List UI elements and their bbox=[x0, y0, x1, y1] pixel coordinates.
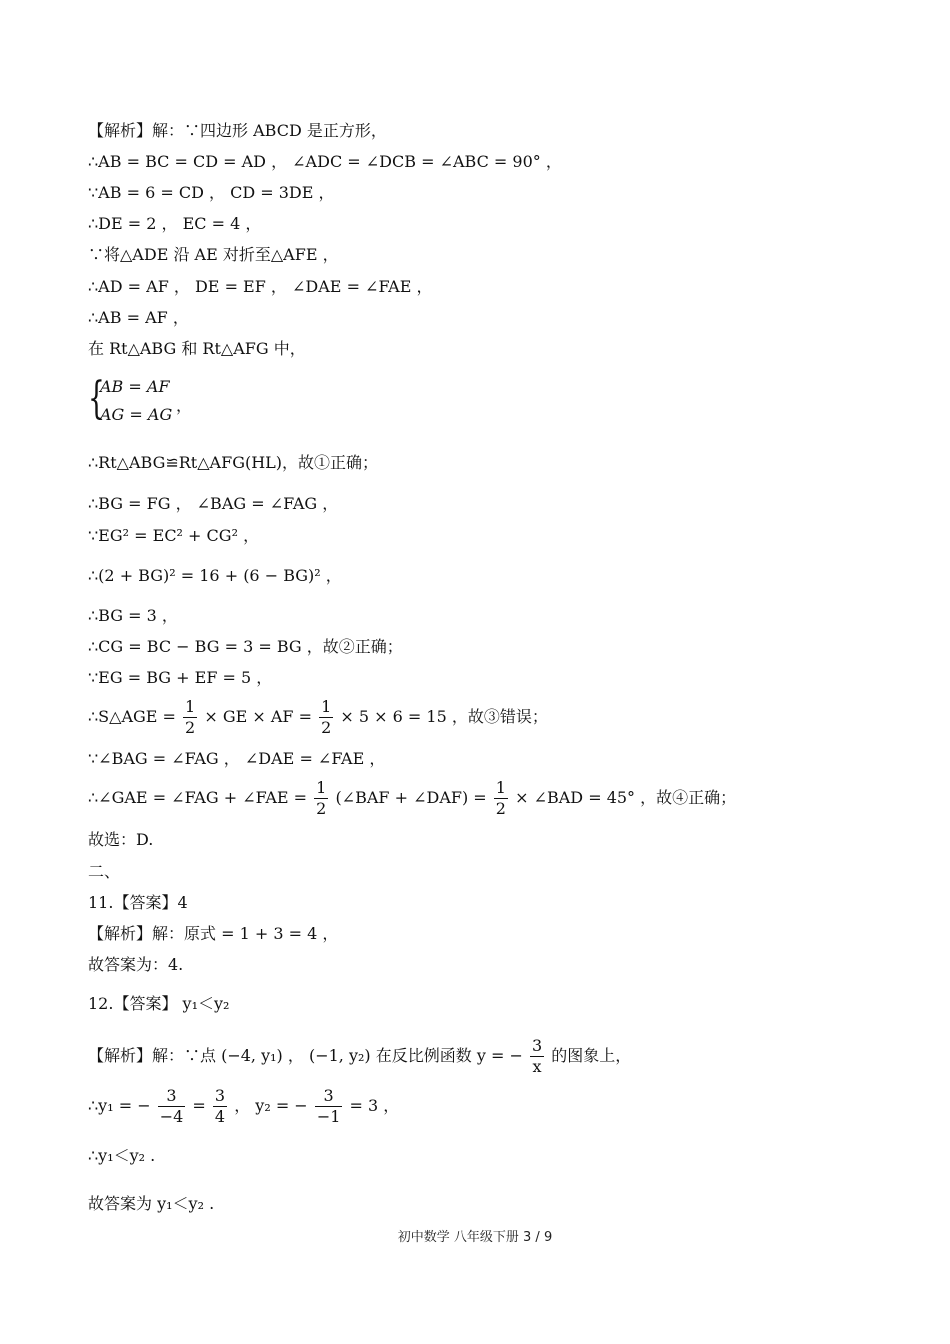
formula-part: = bbox=[192, 1096, 206, 1115]
text-line: 11.【答案】4 bbox=[88, 893, 188, 912]
text-line: ∴BG = 3 ， bbox=[88, 606, 178, 625]
text-line: 【解析】解：原式 = 1 + 3 = 4 ， bbox=[88, 924, 339, 943]
fraction bbox=[314, 778, 328, 819]
text-line: ∴BG = FG ， ∠BAG = ∠FAG ， bbox=[88, 494, 339, 513]
fraction bbox=[183, 697, 197, 738]
y-values-line bbox=[88, 1086, 399, 1127]
denominator: x bbox=[532, 1057, 542, 1076]
fraction bbox=[158, 1086, 186, 1127]
formula-part: ∴y₁ = − bbox=[88, 1096, 151, 1115]
numerator: 1 bbox=[316, 778, 327, 797]
denominator: −1 bbox=[316, 1107, 341, 1126]
denominator: 2 bbox=[321, 718, 332, 737]
text-line: ∴CG = BC − BG = 3 = BG ，故②正确； bbox=[88, 637, 403, 656]
brace-symbol: { bbox=[88, 373, 105, 424]
formula-part: × ∠BAD = 45° ，故④正确； bbox=[515, 788, 737, 807]
angle-formula-line bbox=[88, 778, 736, 819]
denominator: 2 bbox=[495, 799, 506, 818]
text-line: ∴AD = AF ， DE = EF ， ∠DAE = ∠FAE ， bbox=[88, 277, 433, 296]
denominator: 2 bbox=[316, 799, 327, 818]
equation-system bbox=[88, 373, 208, 429]
numerator: 1 bbox=[495, 778, 506, 797]
numerator: 3 bbox=[315, 1086, 343, 1107]
formula-part: × GE × AF = bbox=[204, 707, 313, 726]
text-line: ∴AB = AF ， bbox=[88, 308, 189, 327]
text-line: ∵AB = 6 = CD ， CD = 3DE ， bbox=[88, 183, 335, 202]
formula-part: = 3 ， bbox=[349, 1096, 400, 1115]
reciprocal-function-line bbox=[88, 1036, 631, 1077]
text-line: ∵EG = BG + EF = 5 ， bbox=[88, 668, 273, 687]
text-line: ∴AB = BC = CD = AD ， ∠ADC = ∠DCB = ∠ABC = 90° ， bbox=[88, 152, 562, 171]
formula-part: ， y₂ = − bbox=[234, 1096, 308, 1115]
denominator: 4 bbox=[214, 1107, 226, 1126]
system-comma: ， bbox=[176, 396, 193, 415]
denominator: −4 bbox=[159, 1107, 184, 1126]
fraction bbox=[213, 1086, 227, 1127]
fraction bbox=[315, 1086, 343, 1127]
numerator: 1 bbox=[321, 697, 332, 716]
denominator: 2 bbox=[185, 718, 196, 737]
fraction bbox=[530, 1036, 544, 1077]
text-line: ∴Rt△ABG≌Rt△AFG(HL)，故①正确； bbox=[88, 453, 379, 472]
text-line: 【解析】解：∵四边形 ABCD 是正方形， bbox=[88, 121, 387, 140]
text-line: ∴DE = 2 ， EC = 4 ， bbox=[88, 214, 262, 233]
text-line: 在 Rt△ABG 和 Rt△AFG 中， bbox=[88, 339, 306, 358]
formula-part: 的图象上， bbox=[551, 1046, 632, 1065]
text-line: 二、 bbox=[88, 862, 121, 881]
text-line: 故答案为：4. bbox=[88, 955, 184, 974]
numerator: 3 bbox=[158, 1086, 186, 1107]
page-footer: 初中数学 八年级下册 3 / 9 bbox=[397, 1230, 553, 1245]
formula-part: ∴S△AGE = bbox=[88, 707, 176, 726]
area-formula-line bbox=[88, 697, 548, 738]
text-line: ∴(2 + BG)² = 16 + (6 − BG)² ， bbox=[88, 566, 342, 585]
numerator: 1 bbox=[185, 697, 196, 716]
formula-part: 【解析】解：∵点 (−4, y₁) ， (−1, y₂) 在反比例函数 y = − bbox=[88, 1046, 523, 1065]
text-line: ∴y₁＜y₂ . bbox=[88, 1146, 156, 1165]
formula-part: (∠BAF + ∠DAF) = bbox=[335, 788, 487, 807]
formula-part: ∴∠GAE = ∠FAG + ∠FAE = bbox=[88, 788, 308, 807]
fraction bbox=[319, 697, 333, 738]
text-line: ∵EG² = EC² + CG² ， bbox=[88, 526, 260, 545]
text-line: 12.【答案】 y₁＜y₂ bbox=[88, 994, 230, 1013]
text-line: ∵∠BAG = ∠FAG ， ∠DAE = ∠FAE ， bbox=[88, 749, 386, 768]
formula-part: × 5 × 6 = 15 ，故③错误； bbox=[340, 707, 548, 726]
fraction bbox=[494, 778, 508, 819]
numerator: 3 bbox=[214, 1086, 226, 1105]
system-equation-2: AG = AG bbox=[100, 405, 173, 424]
numerator: 3 bbox=[531, 1036, 543, 1055]
text-line: 故答案为 y₁＜y₂ . bbox=[88, 1194, 215, 1213]
system-equation-1: AB = AF bbox=[100, 377, 170, 396]
text-line: ∵将△ADE 沿 AE 对折至△AFE ， bbox=[88, 245, 339, 264]
text-line: 故选：D. bbox=[88, 830, 154, 849]
